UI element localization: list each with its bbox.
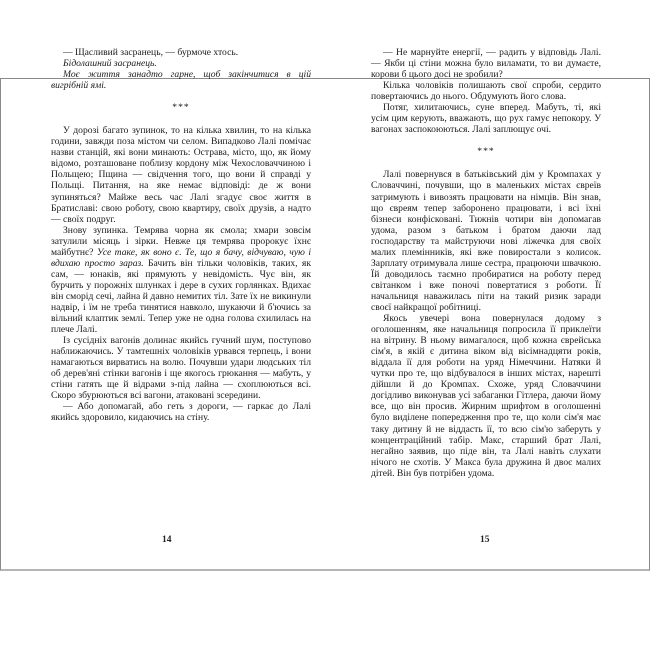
text: — Або допомагай, або геть з дороги, — гаркає до Лалі якийсь здоровило, кидаючись на стіну.: [51, 401, 311, 424]
paragraph: [51, 69, 311, 91]
left-page-number: 14: [162, 535, 172, 545]
text: — Не марнуйте енергії, — радить у відповідь Лалі. — Якби ці стіни можна було виламати, то ви думаєте, корови б цього досі не зробили?: [371, 47, 601, 81]
paragraph: [371, 169, 601, 313]
paragraph: [371, 47, 601, 80]
paragraph: [51, 335, 311, 401]
section-break: ***: [172, 102, 190, 114]
paragraph: [51, 125, 311, 224]
text: Бачить він тільки чоловіків, таких, як сам, — юнаків, які прямують у невідомість. Чує він, як бурчить у порожніх шлунках і дере в сухих горлянках. Вдихає він сморід сечі, лайна й давно немитих тіл. Зате їх не викинули надвір, і їм не треба тинятися навколо, шукаючи й б'ючись за вільний клаптик землі. Тепер уже не одна голова схилилась на плече Лалі.: [51, 257, 312, 336]
text: Якось увечері вона повернулася додому з оголошенням, яке начальниця попросила її приклеїти на вітрину. В ньому вимагалося, щоб кожна єврейська сім'я, в якій є дитина віком від вісімнадцяти років, віддала її для роботи на уряд Німеччини. Натяки й чутки про те, що відбувалося в інших містах, нарешті дійшли й до Кромпах. Схоже, уряд Словаччини догідливо виконував усі забаганки Гітлера, даючи йому все, що він просив. Жирним шрифтом в оголошенні було виділене попередження про те, що коли сім'я має таку дитину й не віддасть її, то всю сім'ю заберуть у концентраційний табір. Макс, старший брат Лалі, негайно заявив, що піде він, та Лалі навіть слухати нічого не схотів. У Макса була дружина й двоє малих дітей. Він був потрібен удома.: [371, 313, 601, 479]
text: Потяг, хилитаючись, суне вперед. Мабуть, ті, які усім цим керують, вважають, що рух гамує непокору. У вагонах заспокоюються. Лалі заплющує очі.: [371, 102, 601, 136]
paragraph: [51, 401, 311, 423]
left-page-body: [51, 47, 311, 424]
paragraph: [371, 80, 601, 102]
right-page-number: 15: [480, 535, 490, 545]
italic-text: Усе таке, як воно є. Те, що я бачу, відчуваю, чую і вдихаю просто зараз.: [51, 246, 311, 269]
text: У дорозі багато зупинок, то на кілька хвилин, то на кілька години, завжди поза містом чи селом. Випадково Лалі помічає назви станцій, які вони минають: Острава, місто, що, як йому відомо, розташоване поблизу кордону між Чехословаччиною і Польщею; Пщина — свідчення того, що вони й справді у Польщі. Питання, на яке немає відповіді: де ж вони зупиняться? Майже весь час Лалі згадує своє життя в Братиславі: свою роботу, свою квартиру, своїх друзів, а надто — своїх подруг.: [51, 125, 311, 225]
text: — Щасливий засранець, — бурмоче хтось.: [63, 47, 239, 58]
italic-text: Бідолашний засранець.: [63, 58, 157, 70]
text: Із сусідніх вагонів долинає якийсь гучний шум, поступово наближаючись. У тамтешніх чоловіків урвався терпець, і вони намагаються вирватись на волю. Почувши удари людських тіл об дерев'яні стінки вагонів і ще якогось грюкання — мабуть, у стіни гатять ще й відрами з-під лайна — схоплюються всі. Скоро збурюються всі вагони, атаковані зсередини.: [51, 335, 311, 402]
paragraph: [51, 58, 311, 69]
right-page-body: [371, 47, 601, 479]
text: Лалі повернувся в батьківський дім у Кромпахах у Словаччині, почувши, що в маленьких містах євреїв затримують і вивозять працювати на німців. Він знав, що євреям тепер заборонено працювати, і всі їхні бізнеси конфісковані. Тижнів чотири він допомагав удома, разом з батьком і братом даючи лад господарству та майструючи нові ліжечка для своїх малих племінників, які вже повиростали з колисок. Зарплату отримувала лише сестра, працюючи швачкою. Їй доводилось таємно пробиратися на роботу перед світанком і вже поночі повертатися з роботи. Її начальниця наважилась піти на такий ризик заради своєї найкращої робітниці.: [371, 169, 601, 313]
paragraph: [371, 102, 601, 135]
text: Знову зупинка. Темрява чорна як смола; хмари зовсім затулили місяць і зірки. Невже ця темрява пророкує їхнє майбутнє?: [51, 224, 311, 258]
section-break: ***: [477, 146, 495, 158]
text: Кілька чоловіків полишають свої спроби, сердито повертаючись до нього. Обдумують його слова.: [371, 80, 601, 103]
paragraph: [371, 313, 601, 479]
paragraph: [51, 225, 311, 335]
italic-text: Моє життя занадто гарне, щоб закінчитися в цій вигрібній ямі.: [51, 69, 311, 92]
paragraph: [51, 47, 311, 58]
